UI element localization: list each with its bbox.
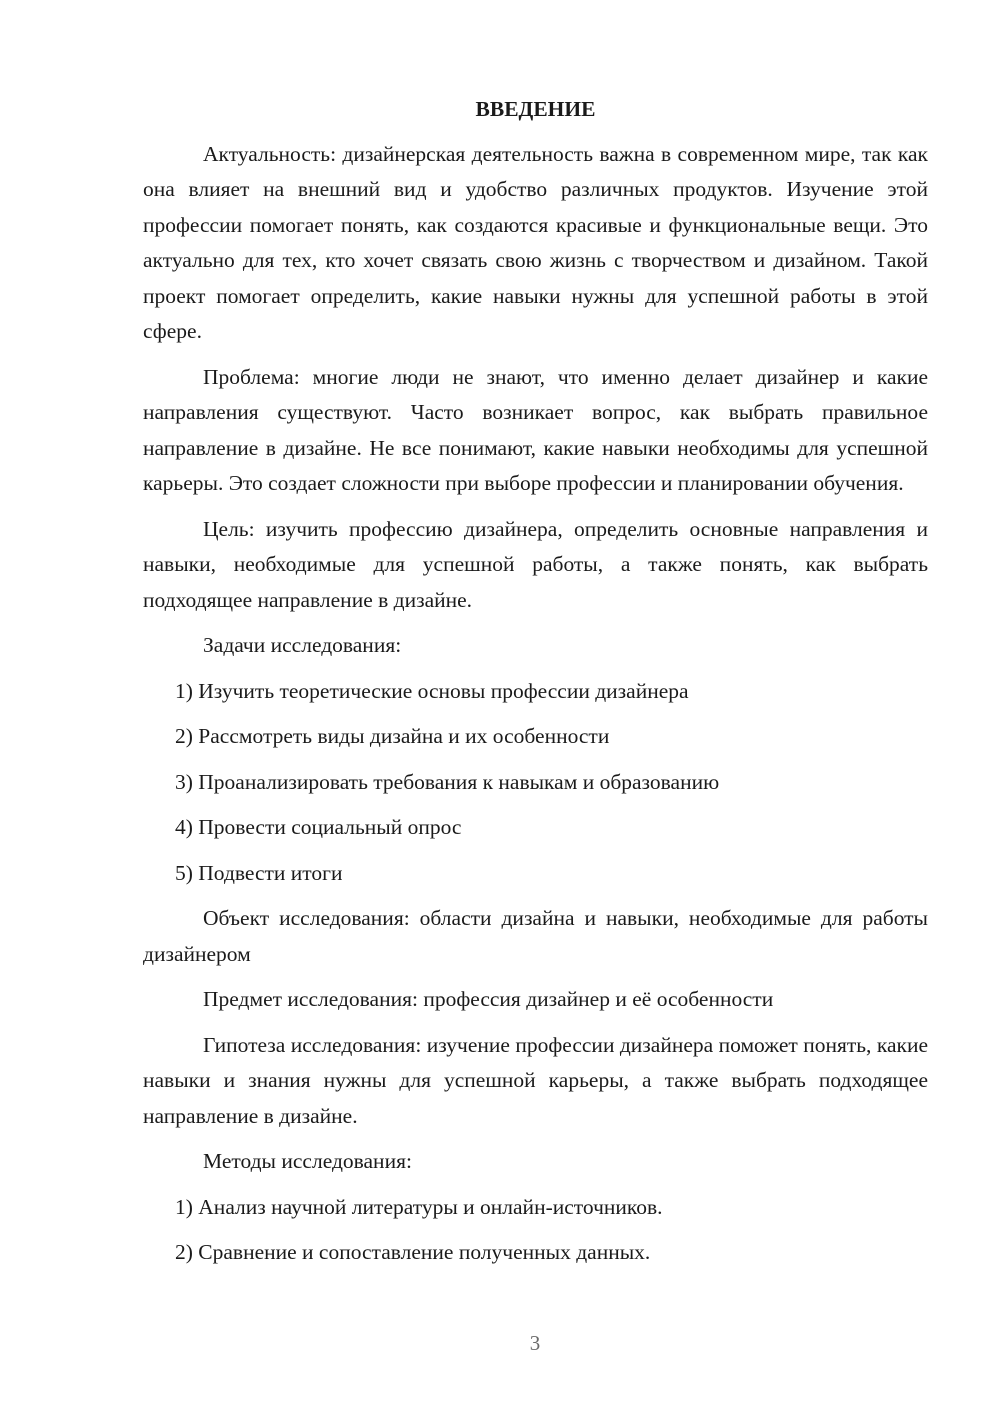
hypothesis-paragraph: Гипотеза исследования: изучение профессии дизайнера поможет понять, какие навыки и знания нужны для успешной карьеры, а также выбрать подходящее направление в дизайне. (143, 1032, 928, 1128)
goal-paragraph: Цель: изучить профессию дизайнера, определить основные направления и навыки, необходимые для успешной работы, а также понять, как выбрать подходящее направление в дизайне. (143, 516, 928, 612)
document-page (143, 92, 928, 1281)
methods-heading: Методы исследования: (203, 1149, 412, 1173)
section-title: ВВЕДЕНИЕ (475, 97, 596, 121)
task-item: 3) Проанализировать требования к навыкам и образованию (175, 769, 720, 794)
task-item: 2) Рассмотреть виды дизайна и их особенности (175, 724, 610, 748)
object-paragraph: Объект исследования: области дизайна и навыки, необходимые для работы дизайнером (143, 906, 928, 966)
task-item: 5) Подвести итоги (175, 860, 343, 885)
tasks-heading: Задачи исследования: (203, 633, 402, 657)
method-item: 2) Сравнение и сопоставление полученных данных. (175, 1240, 651, 1264)
problem-paragraph: Проблема: многие люди не знают, что именно делает дизайнер и какие направления существуют. Часто возникает вопрос, как выбрать правильное направление в дизайне. Не все понимают, какие навыки необходимы для успешной карьеры. Это создает сложности при выборе профессии и планировании обучения. (143, 364, 928, 495)
task-item: 4) Провести социальный опрос (175, 815, 462, 839)
page-number: 3 (529, 1331, 541, 1355)
method-item: 1) Анализ научной литературы и онлайн-источников. (175, 1194, 663, 1219)
task-item: 1) Изучить теоретические основы профессии дизайнера (175, 678, 689, 703)
subject-paragraph: Предмет исследования: профессия дизайнер и её особенности (203, 987, 774, 1011)
relevance-paragraph: Актуальность: дизайнерская деятельность важна в современном мире, так как она влияет на внешний вид и удобство различных продуктов. Изучение этой профессии помогает понять, как создаются красивые и функциональные вещи. Это актуально для тех, кто хочет связать свою жизнь с творчеством и дизайном. Такой проект помогает определить, какие навыки нужны для успешной работы в этой сфере. (143, 141, 928, 343)
